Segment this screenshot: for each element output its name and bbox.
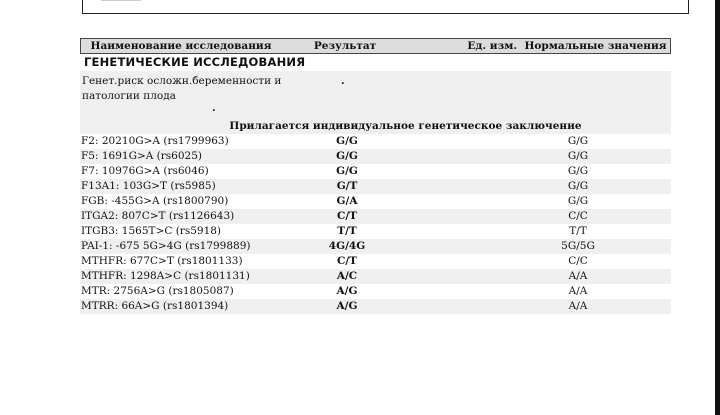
window-edge bbox=[715, 0, 720, 415]
header-norm: Нормальные значения bbox=[524, 40, 667, 52]
cut-off-text bbox=[101, 0, 141, 1]
risk-row bbox=[80, 71, 671, 119]
row-name: ITGB3: 1565T>C (rs5918) bbox=[81, 225, 222, 237]
row-norm: G/G bbox=[567, 135, 589, 147]
row-norm: A/A bbox=[568, 285, 588, 297]
risk-dot: . bbox=[212, 102, 216, 114]
table-row bbox=[80, 299, 671, 314]
row-unit bbox=[393, 269, 523, 284]
risk-label bbox=[82, 74, 282, 104]
row-result: C/T bbox=[336, 255, 357, 267]
genetic-results-table bbox=[80, 38, 671, 314]
table-row bbox=[80, 269, 671, 284]
previous-section-box bbox=[82, 0, 689, 14]
row-name: MTRR: 66A>G (rs1801394) bbox=[81, 300, 229, 312]
row-result: C/T bbox=[336, 210, 357, 222]
row-result: G/G bbox=[336, 150, 358, 162]
row-name: ITGA2: 807C>T (rs1126643) bbox=[81, 210, 235, 222]
row-name: FGB: -455G>A (rs1800790) bbox=[81, 195, 229, 207]
row-name: MTHFR: 1298A>C (rs1801131) bbox=[81, 270, 250, 282]
row-unit bbox=[393, 284, 523, 299]
row-result: G/G bbox=[336, 135, 358, 147]
row-result: 4G/4G bbox=[328, 240, 366, 252]
row-unit bbox=[393, 164, 523, 179]
row-norm: G/G bbox=[567, 165, 589, 177]
row-norm: C/C bbox=[568, 210, 588, 222]
header-name: Наименование исследования bbox=[90, 40, 272, 52]
conclusion-note: Прилагается индивидуальное генетическое заключение bbox=[80, 119, 671, 134]
row-unit bbox=[393, 254, 523, 269]
table-row bbox=[80, 284, 671, 299]
row-unit bbox=[393, 179, 523, 194]
risk-label-line2: патологии плода bbox=[82, 90, 176, 102]
row-result: G/T bbox=[336, 180, 358, 192]
row-result: A/G bbox=[336, 285, 358, 297]
row-name: F7: 10976G>A (rs6046) bbox=[81, 165, 209, 177]
risk-label-line1: Генет.риск осложн.беременности и bbox=[82, 75, 282, 87]
header-unit: Ед. изм. bbox=[467, 40, 517, 52]
row-unit bbox=[393, 194, 523, 209]
risk-result: . bbox=[341, 75, 345, 87]
row-name: F13A1: 103G>T (rs5985) bbox=[81, 180, 216, 192]
row-name: PAI-1: -675 5G>4G (rs1799889) bbox=[81, 240, 251, 252]
table-row bbox=[80, 224, 671, 239]
table-row bbox=[80, 134, 671, 149]
table-row bbox=[80, 209, 671, 224]
row-unit bbox=[393, 299, 523, 314]
table-row bbox=[80, 164, 671, 179]
table-row bbox=[80, 179, 671, 194]
table-row bbox=[80, 239, 671, 254]
row-unit bbox=[393, 149, 523, 164]
row-norm: T/T bbox=[569, 225, 587, 237]
row-unit bbox=[393, 224, 523, 239]
row-unit bbox=[393, 134, 523, 149]
row-norm: G/G bbox=[567, 150, 589, 162]
row-name: F2: 20210G>A (rs1799963) bbox=[81, 135, 229, 147]
row-name: MTR: 2756A>G (rs1805087) bbox=[81, 285, 234, 297]
row-result: A/C bbox=[336, 270, 358, 282]
row-norm: A/A bbox=[568, 300, 588, 312]
row-result: T/T bbox=[337, 225, 357, 237]
row-norm: 5G/5G bbox=[561, 240, 595, 252]
table-row bbox=[80, 254, 671, 269]
result-rows bbox=[80, 134, 671, 314]
row-norm: C/C bbox=[568, 255, 588, 267]
table-row bbox=[80, 194, 671, 209]
row-unit bbox=[393, 209, 523, 224]
row-unit bbox=[393, 239, 523, 254]
row-norm: G/G bbox=[567, 180, 589, 192]
row-result: G/A bbox=[336, 195, 358, 207]
row-norm: A/A bbox=[568, 270, 588, 282]
table-row bbox=[80, 149, 671, 164]
row-name: F5: 1691G>A (rs6025) bbox=[81, 150, 202, 162]
row-norm: G/G bbox=[567, 195, 589, 207]
header-result: Результат bbox=[313, 40, 377, 52]
row-result: G/G bbox=[336, 165, 358, 177]
row-result: A/G bbox=[336, 300, 358, 312]
section-title: ГЕНЕТИЧЕСКИЕ ИССЛЕДОВАНИЯ bbox=[84, 55, 306, 69]
row-name: MTHFR: 677C>T (rs1801133) bbox=[81, 255, 243, 267]
table-header bbox=[80, 38, 671, 54]
